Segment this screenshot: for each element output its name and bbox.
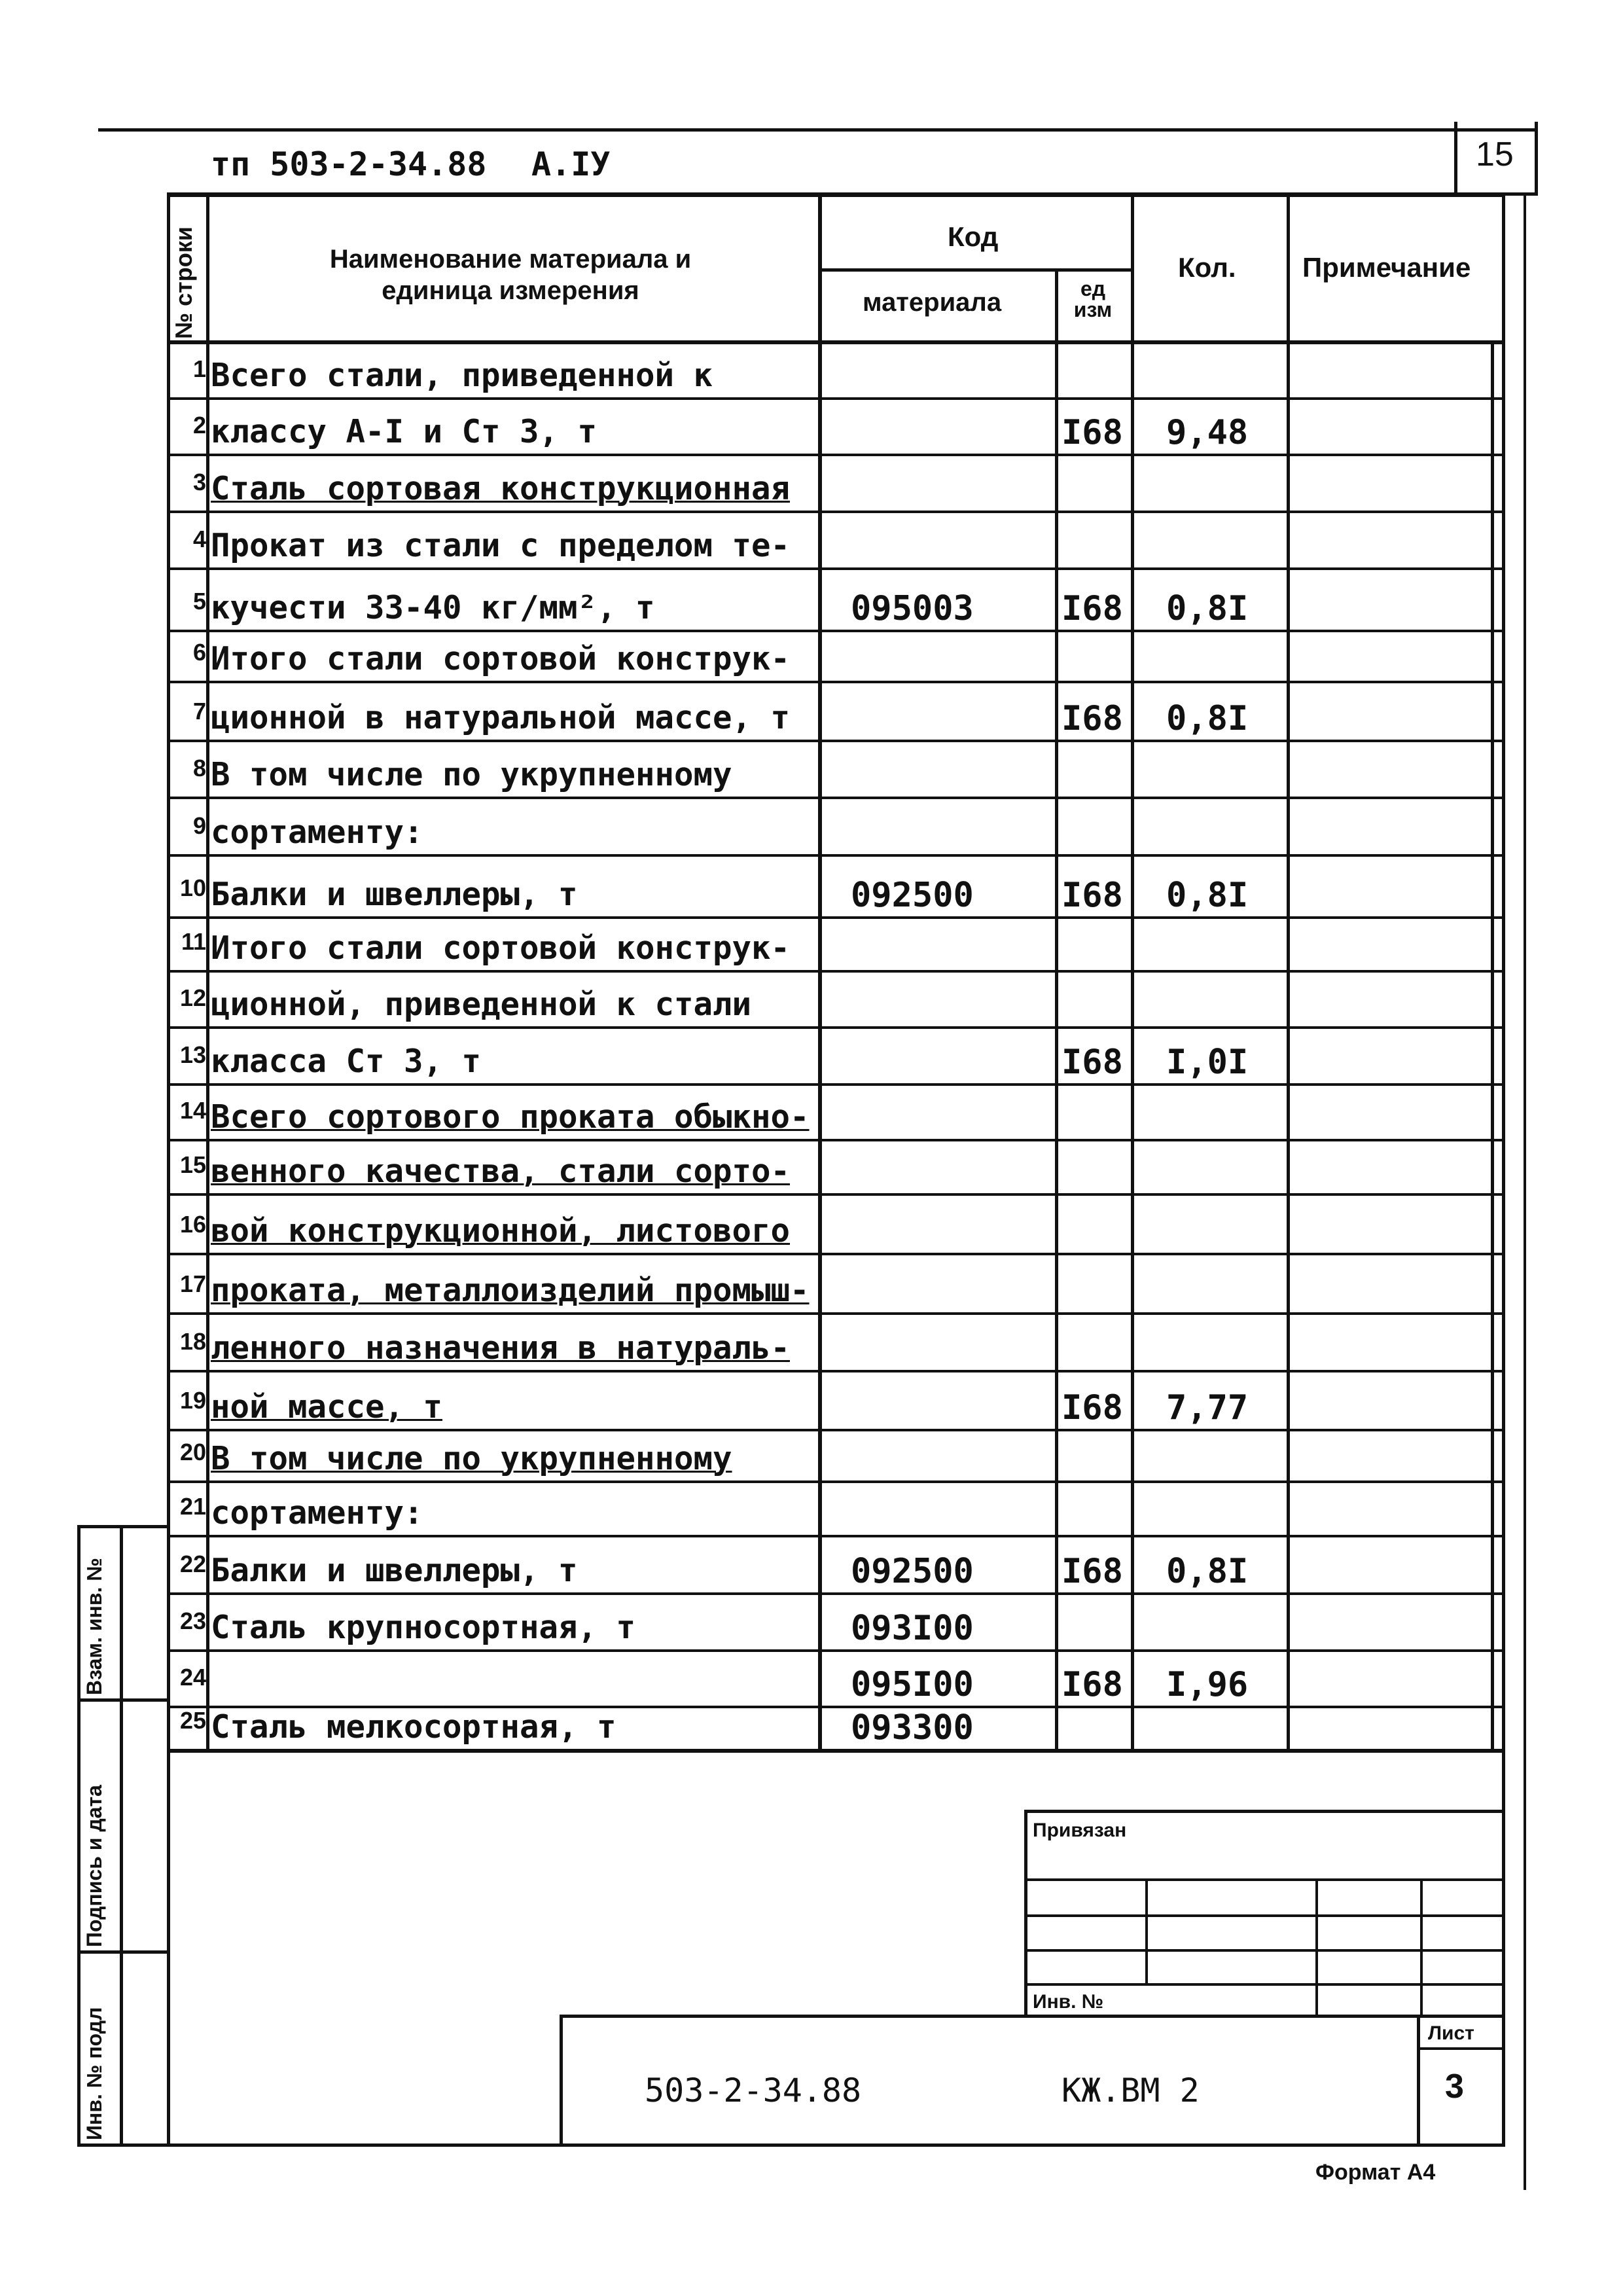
row-number: 4: [192, 526, 206, 552]
material-name: Сталь мелкосортная, т: [211, 1708, 616, 1746]
material-name: Итого стали сортовой конструк-: [211, 929, 791, 967]
material-name: В том числе по укрупненному: [211, 1440, 732, 1477]
privyazan-box-top: [1024, 1810, 1505, 1813]
side-stamp-inner: [120, 1525, 123, 2147]
quantity: 0,8I: [1166, 876, 1249, 915]
row-number: 21: [179, 1493, 206, 1520]
table-row: [0, 1139, 1505, 1193]
privyazan-col-3: [1420, 1878, 1423, 2016]
table-row: [0, 854, 1505, 916]
table-row: [0, 1480, 1505, 1535]
material-name: В том числе по укрупненному: [211, 756, 732, 793]
right-margin-line: [1524, 194, 1526, 2190]
material-name: ционной, приведенной к стали: [211, 986, 752, 1023]
material-name: класса Ст 3, т: [211, 1043, 482, 1080]
title-box-top: [560, 2015, 1505, 2018]
privyazan-row-3: [1024, 1949, 1505, 1952]
privyazan-row-1: [1024, 1878, 1505, 1881]
col-qty-header: Кол.: [1178, 252, 1236, 283]
row-number: 8: [192, 755, 206, 781]
sheet-box-divider: [1417, 2047, 1505, 2050]
table-row: [0, 681, 1505, 740]
table-row: [0, 1370, 1505, 1429]
row-number: 9: [192, 812, 206, 839]
format-label: Формат А4: [1315, 2160, 1436, 2185]
designation: 503-2-34.88: [645, 2072, 862, 2109]
table-row: [0, 567, 1505, 630]
unit-code: I68: [1061, 1043, 1123, 1082]
unit-code: I68: [1061, 589, 1123, 628]
side-stamp-inv-podl: Инв. № подл: [82, 2007, 106, 2140]
table-row: [0, 1706, 1505, 1749]
inv-no-label: Инв. №: [1033, 1991, 1104, 2013]
row-number: 19: [179, 1387, 206, 1414]
row-number: 22: [179, 1551, 206, 1577]
side-stamp-left: [77, 1525, 80, 2147]
page-number-box-left: [1454, 122, 1457, 194]
material-name: ционной в натуральной массе, т: [211, 699, 791, 736]
material-name: кучести 33-40 кг/мм², т: [211, 589, 655, 626]
privyazan-label: Привязан: [1033, 1820, 1127, 1841]
table-row: [0, 1026, 1505, 1083]
side-stamp-div-1: [77, 1698, 167, 1702]
material-code: 093I00: [851, 1609, 974, 1648]
material-name: Прокат из стали с пределом те-: [211, 527, 791, 564]
col-row-no-header: № строки: [170, 226, 197, 339]
table-row: [0, 511, 1505, 567]
material-name: Сталь сортовая конструкционная: [211, 470, 791, 507]
row-number: 20: [179, 1439, 206, 1465]
unit-code: I68: [1061, 1388, 1123, 1427]
quantity: 0,8I: [1166, 1552, 1249, 1591]
unit-code: I68: [1061, 876, 1123, 915]
table-row: [0, 970, 1505, 1026]
table-row: [0, 1193, 1505, 1253]
row-number: 13: [179, 1041, 206, 1068]
material-name: проката, металлоизделий промыш-: [211, 1272, 810, 1309]
quantity: 9,48: [1166, 413, 1249, 452]
header-code: тп 503-2-34.88: [211, 145, 487, 183]
quantity: I,96: [1166, 1665, 1249, 1704]
side-stamp-div-2: [77, 1950, 167, 1954]
material-code: 093300: [851, 1708, 974, 1748]
material-name: Всего сортового проката обыкно-: [211, 1098, 810, 1136]
table-row: [0, 1535, 1505, 1592]
material-name: сортаменту:: [211, 1494, 423, 1532]
table-row: [0, 630, 1505, 681]
row-number: 11: [181, 928, 206, 955]
material-code: 095003: [851, 589, 974, 628]
unit-code: I68: [1061, 1665, 1123, 1704]
row-number: 24: [179, 1664, 206, 1691]
row-number: 3: [192, 469, 206, 495]
table-row: [0, 797, 1505, 854]
material-name: Итого стали сортовой конструк-: [211, 640, 791, 677]
quantity: 0,8I: [1166, 589, 1249, 628]
material-name: Балки и швеллеры, т: [211, 876, 578, 913]
row-number: 10: [179, 874, 206, 901]
material-name: классу А-I и Ст 3, т: [211, 413, 597, 450]
material-code: 092500: [851, 876, 974, 915]
row-number: 6: [192, 639, 206, 666]
page-number-box-right: [1535, 122, 1538, 194]
col-code-header: Код: [948, 221, 999, 252]
sheet-box-left: [1417, 2015, 1420, 2147]
header-album: А.IУ: [531, 145, 611, 183]
table-row: [0, 1649, 1505, 1706]
unit-code: I68: [1061, 699, 1123, 738]
top-rule: [98, 128, 1538, 132]
material-name: венного качества, стали сорто-: [211, 1153, 791, 1190]
code-subheader-line: [818, 268, 1132, 272]
col-name-header: Наименование материала и единица измерения: [329, 245, 692, 305]
table-row: [0, 397, 1505, 454]
col-code-unit-header: ед изм: [1073, 277, 1113, 321]
privyazan-row-4: [1024, 1983, 1505, 1986]
row-number: 16: [179, 1211, 206, 1238]
drawing-mark: КЖ.ВМ 2: [1061, 2072, 1200, 2109]
row-number: 7: [192, 698, 206, 725]
table-bottom-rule: [167, 1749, 1505, 1753]
material-name: Балки и швеллеры, т: [211, 1552, 578, 1589]
privyazan-row-2: [1024, 1914, 1505, 1917]
table-row: [0, 1253, 1505, 1312]
row-number: 23: [179, 1607, 206, 1634]
row-number: 18: [179, 1328, 206, 1355]
side-stamp-top: [77, 1525, 167, 1528]
page-number: 15: [1476, 135, 1514, 173]
quantity: I,0I: [1166, 1043, 1249, 1082]
row-number: 14: [179, 1097, 206, 1124]
row-number: 12: [179, 984, 206, 1011]
table-row: [0, 740, 1505, 797]
unit-code: I68: [1061, 1552, 1123, 1591]
table-row: [0, 1592, 1505, 1649]
table-row: [0, 916, 1505, 970]
material-name: ной массе, т: [211, 1388, 443, 1426]
sheet-label: Лист: [1428, 2022, 1474, 2044]
material-name: сортаменту:: [211, 814, 423, 851]
table-row: [0, 454, 1505, 511]
col-note-header: Примечание: [1302, 252, 1471, 283]
row-number: 2: [192, 412, 206, 439]
quantity: 7,77: [1166, 1388, 1249, 1427]
table-row: [0, 1312, 1505, 1370]
privyazan-col-1: [1145, 1878, 1148, 1983]
side-stamp-bottom: [77, 2144, 167, 2147]
material-code: 095I00: [851, 1665, 974, 1704]
side-stamp-podpis: Подпись и дата: [82, 1785, 106, 1947]
row-number: 5: [192, 588, 206, 615]
material-name: Сталь крупносортная, т: [211, 1609, 636, 1646]
quantity: 0,8I: [1166, 699, 1249, 738]
row-number: 1: [192, 355, 206, 382]
title-box-left: [560, 2015, 563, 2147]
table-row: [0, 1429, 1505, 1480]
row-number: 25: [179, 1707, 206, 1734]
side-stamp-vzam: Взам. инв. №: [82, 1558, 106, 1695]
material-name: вой конструкционной, листового: [211, 1212, 791, 1249]
material-code: 092500: [851, 1552, 974, 1591]
table-row: [0, 1083, 1505, 1139]
material-name: Всего стали, приведенной к: [211, 357, 713, 394]
table-row: [0, 344, 1505, 397]
sheet-number: 3: [1445, 2068, 1464, 2106]
row-number: 17: [179, 1270, 206, 1297]
material-name: ленного назначения в натураль-: [211, 1329, 791, 1367]
privyazan-col-2: [1315, 1878, 1318, 2016]
unit-code: I68: [1061, 413, 1123, 452]
row-number: 15: [179, 1151, 206, 1178]
col-code-material-header: материала: [863, 288, 1002, 317]
